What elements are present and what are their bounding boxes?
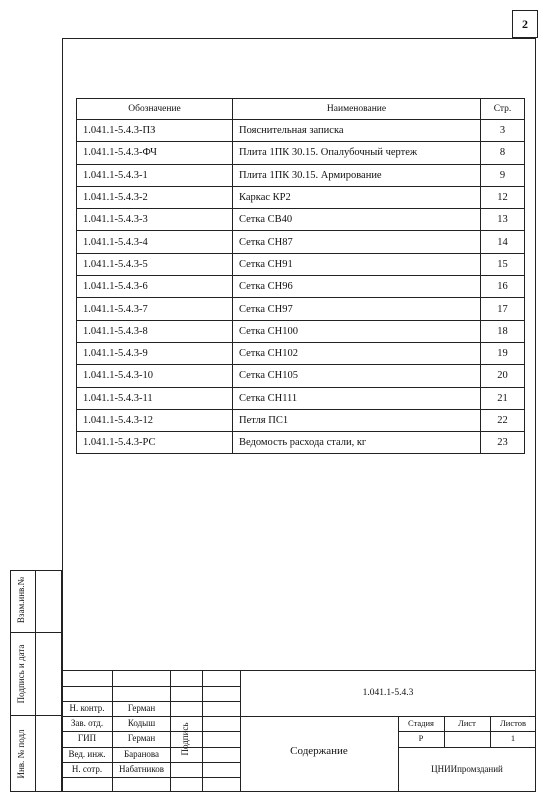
row-name: Сетка СН111 <box>233 387 481 409</box>
row-code: 1.041.1-5.4.3-9 <box>77 342 233 364</box>
row-code: 1.041.1-5.4.3-1 <box>77 164 233 186</box>
signer-role: Вед. инж. <box>68 749 106 759</box>
signer-role: Н. сотр. <box>71 764 103 774</box>
row-name: Пояснительная записка <box>233 120 481 142</box>
row-name: Сетка СН91 <box>233 253 481 275</box>
table-row <box>77 342 525 364</box>
table-row <box>77 209 525 231</box>
table-row <box>77 298 525 320</box>
row-name: Плита 1ПК 30.15. Опалубочный чертеж <box>233 142 481 164</box>
row-page: 17 <box>481 298 525 320</box>
row-code: 1.041.1-5.4.3-3 <box>77 209 233 231</box>
signer-role: ГИП <box>77 733 97 743</box>
row-page: 23 <box>481 432 525 454</box>
row-code: 1.041.1-5.4.3-10 <box>77 365 233 387</box>
table-row <box>77 231 525 253</box>
table-row <box>77 387 525 409</box>
sheets-value: 1 <box>510 733 516 743</box>
row-code: 1.041.1-5.4.3-РС <box>77 432 233 454</box>
row-code: 1.041.1-5.4.3-12 <box>77 409 233 431</box>
table-row <box>77 164 525 186</box>
row-page: 13 <box>481 209 525 231</box>
row-page: 18 <box>481 320 525 342</box>
row-page: 20 <box>481 365 525 387</box>
sheets-label: Листов <box>500 718 526 728</box>
row-name: Сетка СН87 <box>233 231 481 253</box>
row-page: 19 <box>481 342 525 364</box>
stage-label: Стадия <box>408 718 434 728</box>
table-header-row <box>77 99 525 120</box>
signer-name: Кодыш <box>127 718 156 728</box>
organization: ЦНИИпромзданий <box>431 764 503 774</box>
signer-role: Н. контр. <box>69 703 105 713</box>
header-page: Стр. <box>481 99 525 120</box>
header-name: Наименование <box>233 99 481 120</box>
row-name: Сетка СН102 <box>233 342 481 364</box>
signature-header: Подпись <box>180 722 190 756</box>
sheet-title: Содержание <box>290 745 348 757</box>
table-row <box>77 276 525 298</box>
row-code: 1.041.1-5.4.3-7 <box>77 298 233 320</box>
signer-role: Зав. отд. <box>70 718 104 728</box>
row-page: 16 <box>481 276 525 298</box>
row-code: 1.041.1-5.4.3-ПЗ <box>77 120 233 142</box>
replaced-inv-label: Взам.инв.№ <box>16 576 26 624</box>
stage-value: Р <box>418 733 424 743</box>
table-row <box>77 142 525 164</box>
row-code: 1.041.1-5.4.3-2 <box>77 186 233 208</box>
row-name: Плита 1ПК 30.15. Армирование <box>233 164 481 186</box>
orig-inv-label: Инв. № подл <box>16 729 26 779</box>
table-row <box>77 365 525 387</box>
row-page: 12 <box>481 186 525 208</box>
table-row <box>77 253 525 275</box>
row-name: Ведомость расхода стали, кг <box>233 432 481 454</box>
table-row <box>77 432 525 454</box>
table-row <box>77 409 525 431</box>
sheet-number: 2 <box>512 10 538 38</box>
row-name: Каркас КР2 <box>233 186 481 208</box>
signer-name: Герман <box>127 733 156 743</box>
row-page: 22 <box>481 409 525 431</box>
row-name: Сетка СВ40 <box>233 209 481 231</box>
row-code: 1.041.1-5.4.3-11 <box>77 387 233 409</box>
table-row <box>77 320 525 342</box>
row-page: 8 <box>481 142 525 164</box>
row-name: Сетка СН100 <box>233 320 481 342</box>
table-row <box>77 186 525 208</box>
row-name: Сетка СН97 <box>233 298 481 320</box>
sign-date-label: Подпись и дата <box>16 644 26 704</box>
signer-name: Набатников <box>118 764 165 774</box>
row-page: 3 <box>481 120 525 142</box>
header-code: Обозначение <box>77 99 233 120</box>
contents-table <box>76 98 525 454</box>
row-code: 1.041.1-5.4.3-6 <box>77 276 233 298</box>
signer-name: Баранова <box>123 749 160 759</box>
row-page: 15 <box>481 253 525 275</box>
doc-code: 1.041.1-5.4.3 <box>362 688 414 698</box>
row-name: Сетка СН96 <box>233 276 481 298</box>
row-code: 1.041.1-5.4.3-8 <box>77 320 233 342</box>
table-row <box>77 120 525 142</box>
row-code: 1.041.1-5.4.3-ФЧ <box>77 142 233 164</box>
row-page: 9 <box>481 164 525 186</box>
row-code: 1.041.1-5.4.3-5 <box>77 253 233 275</box>
row-page: 21 <box>481 387 525 409</box>
signer-name: Герман <box>127 703 156 713</box>
sheet-label: Лист <box>458 718 476 728</box>
row-name: Сетка СН105 <box>233 365 481 387</box>
row-name: Петля ПС1 <box>233 409 481 431</box>
row-page: 14 <box>481 231 525 253</box>
row-code: 1.041.1-5.4.3-4 <box>77 231 233 253</box>
